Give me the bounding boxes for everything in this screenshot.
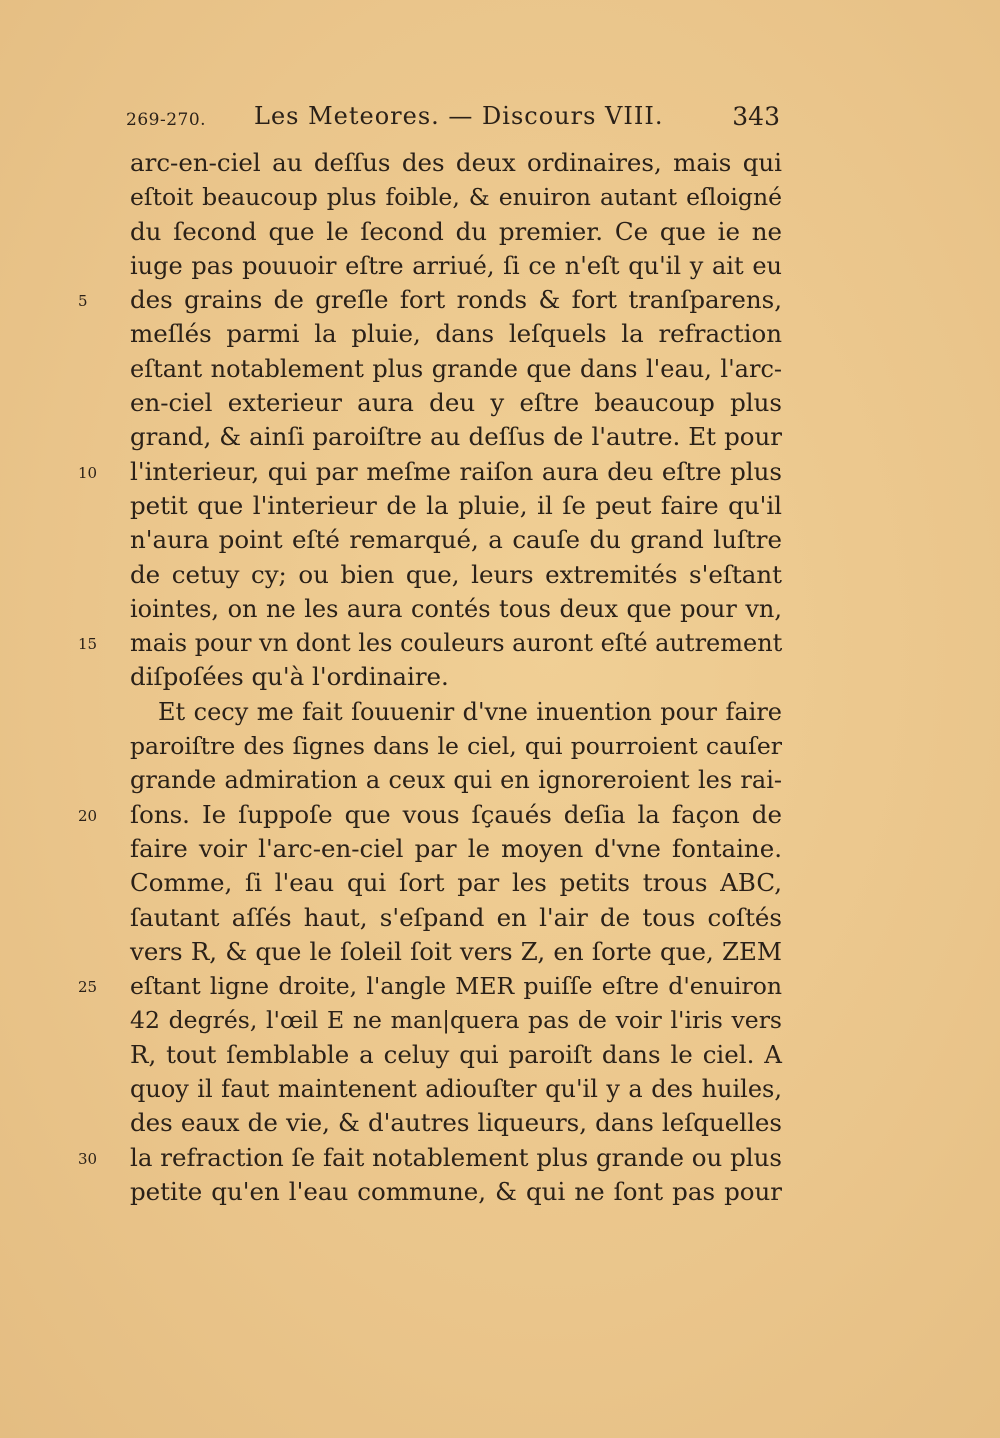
text-line bbox=[130, 386, 782, 420]
header-reference: 269-270. bbox=[126, 110, 207, 130]
text-line bbox=[130, 558, 782, 592]
text-line bbox=[78, 455, 782, 489]
line-text: du ſecond que le ſecond du premier. Ce que ie ne bbox=[130, 216, 782, 246]
line-text: en-ciel exterieur aura deu y eſtre beaucoup plus bbox=[130, 388, 782, 418]
text-line bbox=[130, 215, 782, 249]
line-text: 42 degrés, l'œil E ne man|quera pas de voir l'iris vers bbox=[130, 1006, 782, 1035]
text-line bbox=[130, 523, 782, 557]
line-text: R, tout ſemblable a celuy qui paroiſt dans le ciel. A bbox=[130, 1039, 782, 1069]
text-line bbox=[130, 1003, 782, 1037]
line-text: Comme, ſi l'eau qui ſort par les petits trous ABC, bbox=[130, 868, 782, 898]
line-text: diſpoſées qu'à l'ordinaire. bbox=[130, 662, 449, 692]
line-text: eſtoit beaucoup plus foible, & enuiron autant eſloigné bbox=[130, 183, 782, 212]
line-text: vers R, & que le ſoleil ſoit vers Z, en ſorte que, ZEM bbox=[130, 936, 782, 966]
line-number: 15 bbox=[78, 635, 98, 654]
text-line bbox=[78, 626, 783, 660]
line-text: grand, & ainſi paroiſtre au deſſus de l'autre. Et pour bbox=[130, 422, 782, 452]
line-text: n'aura point eſté remarqué, a cauſe du grand luſtre bbox=[130, 525, 782, 555]
line-text: grande admiration a ceux qui en ignoreroient les rai- bbox=[130, 766, 782, 795]
text-line bbox=[130, 317, 782, 351]
text-line bbox=[130, 695, 782, 729]
line-text: faire voir l'arc-en-ciel par le moyen d'vne fontaine. bbox=[130, 833, 782, 863]
body-text bbox=[78, 146, 783, 1209]
line-text: ſons. Ie ſuppoſe que vous ſçaués deſia la façon de bbox=[130, 799, 782, 829]
text-line bbox=[78, 283, 782, 317]
line-text: iuge pas pouuoir eſtre arriué, ſi ce n'eſt qu'il y ait eu bbox=[130, 251, 782, 280]
text-line bbox=[130, 592, 782, 626]
text-line bbox=[78, 1141, 782, 1175]
header-title: Les Meteores. — Discours VIII. bbox=[254, 102, 664, 130]
line-text: quoy il faut maintenent adiouſter qu'il y a des huiles, bbox=[130, 1075, 782, 1104]
text-line bbox=[130, 352, 782, 386]
text-line bbox=[130, 1106, 782, 1140]
line-text: l'interieur, qui par meſme raiſon aura deu eſtre plus bbox=[130, 456, 782, 486]
line-text: petit que l'interieur de la pluie, il ſe peut faire qu'il bbox=[130, 490, 782, 520]
line-number: 10 bbox=[78, 463, 98, 482]
line-text: arc-en-ciel au deſſus des deux ordinaires, mais qui bbox=[130, 148, 782, 177]
text-line bbox=[130, 489, 782, 523]
text-line bbox=[130, 146, 782, 180]
text-line bbox=[130, 420, 782, 454]
line-text: des eaux de vie, & d'autres liqueurs, dans leſquelles bbox=[130, 1108, 782, 1138]
text-line bbox=[130, 1175, 782, 1209]
line-text: petite qu'en l'eau commune, & qui ne ſont pas pour bbox=[130, 1176, 782, 1206]
line-text: eſtant notablement plus grande que dans l'eau, l'arc- bbox=[130, 354, 782, 383]
text-line bbox=[130, 180, 782, 214]
text-line bbox=[130, 249, 782, 283]
line-number: 5 bbox=[78, 292, 88, 311]
line-text: Et cecy me fait ſouuenir d'vne inuention pour faire bbox=[158, 697, 782, 726]
text-line bbox=[130, 935, 782, 969]
line-text: des grains de greſle fort ronds & fort tranſparens, bbox=[130, 285, 782, 315]
text-line bbox=[78, 798, 782, 832]
text-line bbox=[130, 1072, 782, 1106]
text-line bbox=[130, 660, 782, 694]
line-text: mais pour vn dont les couleurs auront eſté autrement bbox=[130, 629, 783, 658]
line-number: 20 bbox=[78, 806, 98, 825]
line-text: eſtant ligne droite, l'angle MER puiſſe eſtre d'enuiron bbox=[130, 972, 782, 1001]
text-line bbox=[130, 729, 782, 763]
line-text: meſlés parmi la pluie, dans leſquels la refraction bbox=[130, 319, 782, 349]
text-line bbox=[130, 866, 782, 900]
line-text: ſautant aſſés haut, s'eſpand en l'air de tous coſtés bbox=[130, 902, 782, 932]
text-line bbox=[130, 1038, 782, 1072]
line-text: iointes, on ne les aura contés tous deux que pour vn, bbox=[130, 594, 782, 623]
line-text: de cetuy cy; ou bien que, leurs extremités s'eſtant bbox=[130, 559, 782, 589]
line-text: paroiſtre des ſignes dans le ciel, qui pourroient cauſer bbox=[130, 732, 782, 761]
line-number: 25 bbox=[78, 978, 98, 997]
text-line bbox=[130, 763, 782, 797]
text-line bbox=[130, 832, 782, 866]
line-text: la refraction ſe fait notablement plus grande ou plus bbox=[130, 1142, 782, 1172]
running-header bbox=[126, 100, 786, 140]
page-number: 343 bbox=[732, 102, 780, 131]
text-line bbox=[78, 969, 782, 1003]
text-line bbox=[130, 901, 782, 935]
line-number: 30 bbox=[78, 1149, 98, 1168]
